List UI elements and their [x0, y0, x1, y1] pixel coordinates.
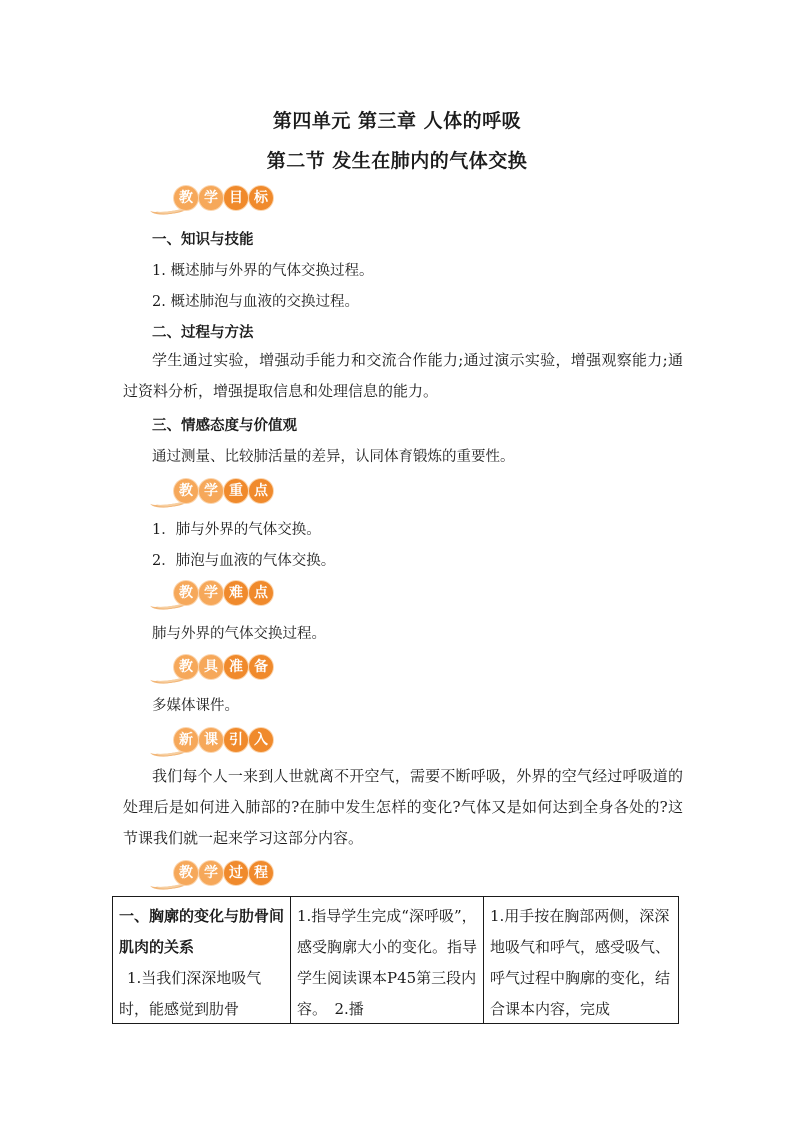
- badge-char: 教: [174, 861, 198, 885]
- badge-char: 具: [199, 655, 223, 679]
- badge-char: 学: [199, 186, 223, 210]
- key-point-item: 2．肺泡与血液的气体交换。: [152, 553, 336, 569]
- badge-char: 教: [174, 655, 198, 679]
- badge-char: 学: [199, 581, 223, 605]
- badge-char: 学: [199, 479, 223, 503]
- difficulty-text: 肺与外界的气体交换过程。: [152, 626, 326, 642]
- paragraph-process-methods: 学生通过实验，增强动手能力和交流合作能力;通过演示实验，增强观察能力;通过资料分析，增强提取信息和处理信息的能力。: [123, 351, 683, 400]
- badge-char: 入: [249, 728, 273, 752]
- heading-knowledge-skills: 一、知识与技能: [152, 232, 254, 248]
- badge-char: 过: [224, 861, 248, 885]
- badge-char: 点: [249, 581, 273, 605]
- teacher-activity-text: 1.指导学生完成“深呼吸”，感受胸廓大小的变化。指导学生阅读课本P45第三段内容。 2.播: [297, 907, 477, 1018]
- badge-char: 点: [249, 479, 273, 503]
- badge-key-points: [150, 478, 268, 506]
- key-point-item: 1．肺与外界的气体交换。: [152, 522, 321, 538]
- badge-char: 重: [224, 479, 248, 503]
- heading-attitudes-values: 三、情感态度与价值观: [152, 418, 297, 434]
- badge-difficulties: [150, 580, 268, 608]
- badge-introduction: [150, 727, 268, 755]
- section-title: 第二节 发生在肺内的气体交换: [266, 150, 528, 172]
- paragraph-attitudes-values: 通过测量、比较肺活量的差异，认同体育锻炼的重要性。: [152, 449, 515, 465]
- badge-char: 引: [224, 728, 248, 752]
- objective-item: 2. 概述肺泡与血液的交换过程。: [152, 294, 359, 310]
- table-cell-student: [484, 897, 679, 1024]
- process-content-text: 1.当我们深深地吸气时，能感觉到肋骨: [119, 969, 262, 1018]
- student-activity-text: 1.用手按在胸部两侧，深深地吸气和呼气，感受吸气、呼气过程中胸廓的变化，结合课本内容，完成: [490, 907, 671, 1018]
- process-section-heading: 一、胸廓的变化与肋骨间肌肉的关系: [119, 907, 284, 956]
- badge-char: 学: [199, 861, 223, 885]
- badge-char: 标: [249, 186, 273, 210]
- heading-process-methods: 二、过程与方法: [152, 325, 254, 341]
- badge-char: 教: [174, 186, 198, 210]
- badge-char: 准: [224, 655, 248, 679]
- table-cell-content: [113, 897, 291, 1024]
- materials-text: 多媒体课件。: [152, 698, 239, 714]
- table-row: [113, 897, 679, 1024]
- badge-char: 课: [199, 728, 223, 752]
- badge-char: 新: [174, 728, 198, 752]
- introduction-paragraph: 我们每个人一来到人世就离不开空气，需要不断呼吸，外界的空气经过呼吸道的处理后是如何进入肺部的?在肺中发生怎样的变化?气体又是如何达到全身各处的?这节课我们就一起来学习这部分内容。: [123, 767, 683, 847]
- badge-char: 教: [174, 479, 198, 503]
- badge-char: 备: [249, 655, 273, 679]
- table-cell-teacher: [291, 897, 484, 1024]
- badge-char: 难: [224, 581, 248, 605]
- chapter-title: 第四单元 第三章 人体的呼吸: [272, 110, 522, 132]
- badge-char: 目: [224, 186, 248, 210]
- badge-teaching-objectives: [150, 185, 268, 213]
- badge-teaching-process: [150, 860, 268, 888]
- badge-char: 程: [249, 861, 273, 885]
- badge-materials: [150, 654, 268, 682]
- badge-char: 教: [174, 581, 198, 605]
- teaching-process-table: [112, 896, 679, 1024]
- objective-item: 1. 概述肺与外界的气体交换过程。: [152, 263, 374, 279]
